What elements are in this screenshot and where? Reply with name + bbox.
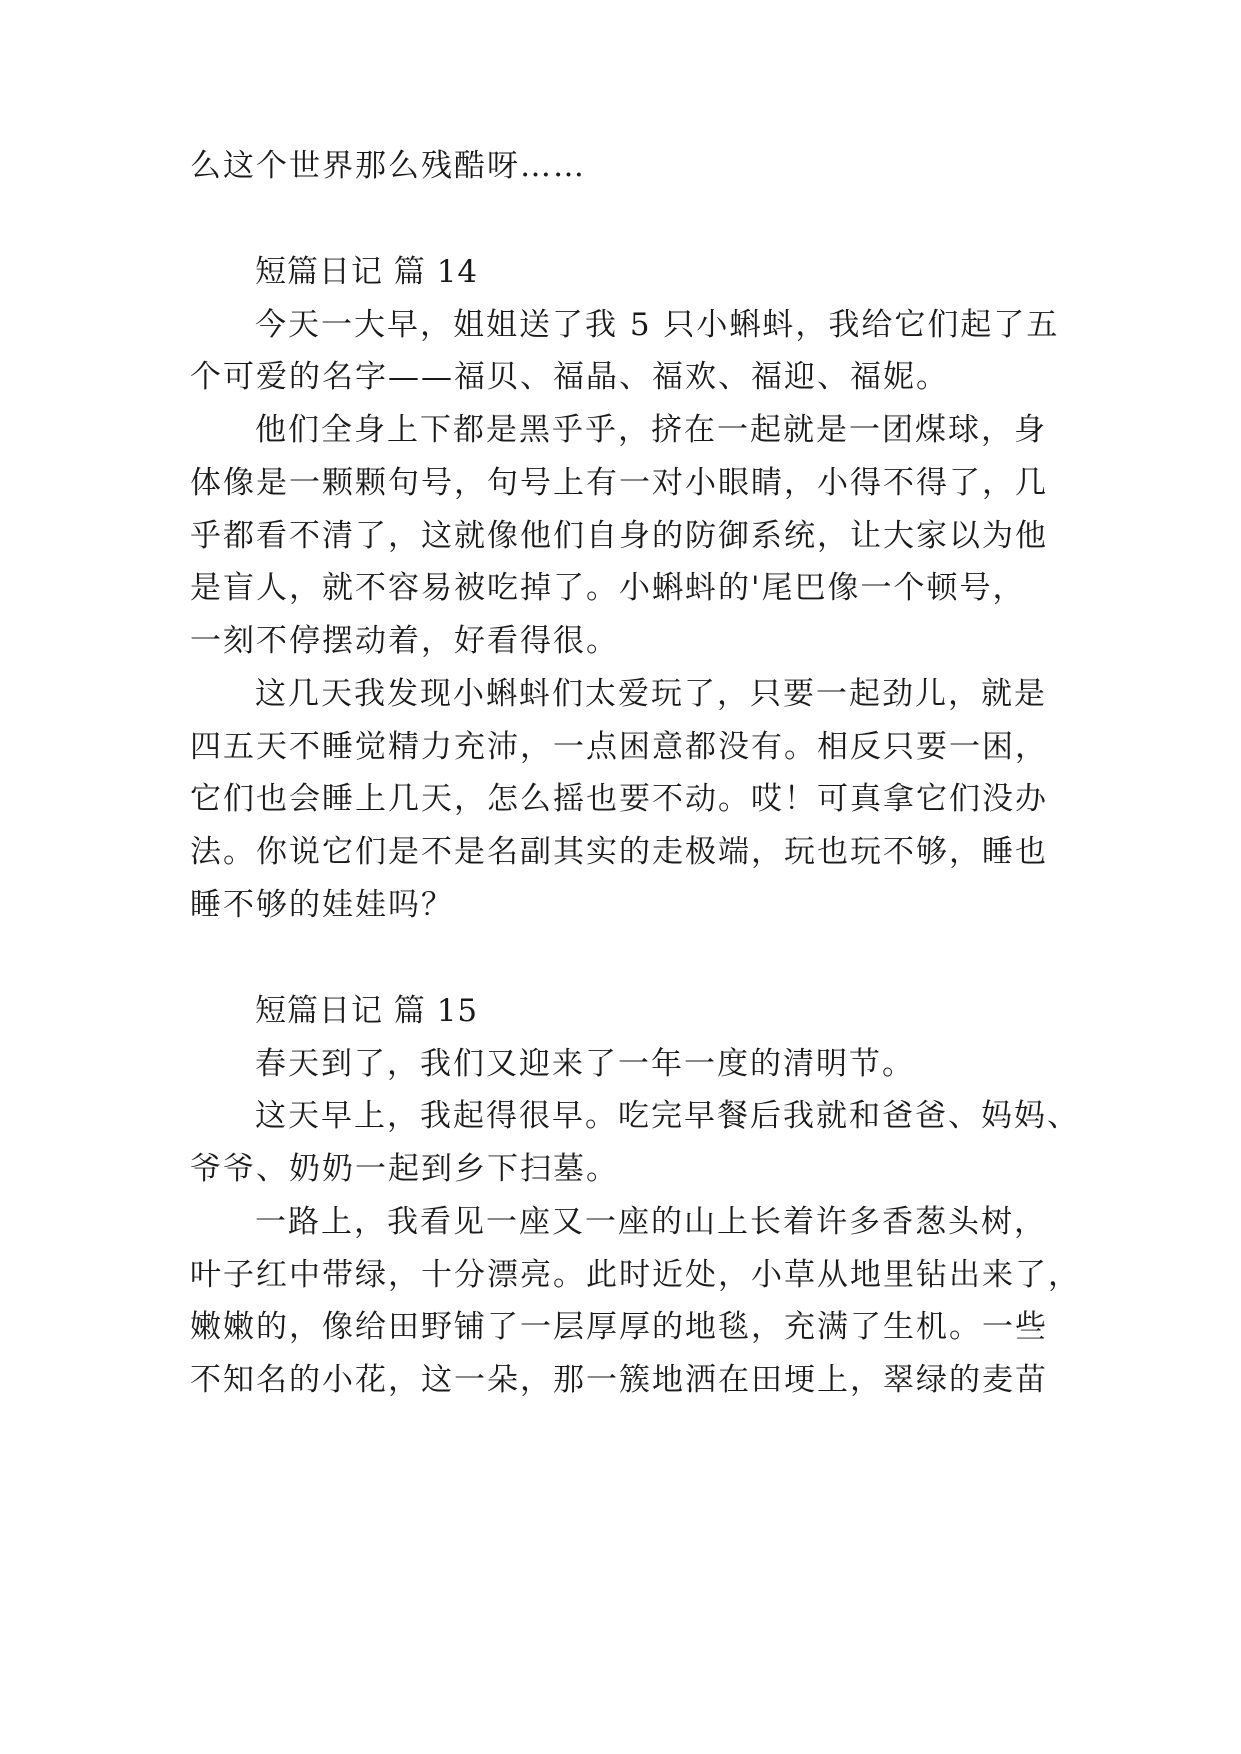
paragraph-line: 法。你说它们是不是名副其实的走极端，玩也玩不够，睡也: [190, 834, 1048, 870]
paragraph-line: 一刻不停摆动着，好看得很。: [190, 623, 619, 659]
paragraph-line: 个可爱的名字——福贝、福晶、福欢、福迎、福妮。: [190, 359, 949, 395]
paragraph-line: 四五天不睡觉精力充沛，一点困意都没有。相反只要一困，: [190, 729, 1048, 765]
paragraph-line: 爷爷、奶奶一起到乡下扫墓。: [190, 1151, 619, 1187]
continuation-text: 么这个世界那么残酷呀……: [190, 148, 586, 184]
paragraph-line: 叶子红中带绿，十分漂亮。此时近处，小草从地里钻出来了，: [190, 1257, 1081, 1293]
paragraph-line: 是盲人，就不容易被吃掉了。小蝌蚪的'尾巴像一个顿号，: [190, 570, 1026, 606]
paragraph-line: 这天早上，我起得很早。吃完早餐后我就和爸爸、妈妈、: [255, 1098, 1080, 1134]
paragraph-line: 这几天我发现小蝌蚪们太爱玩了，只要一起劲儿，就是: [255, 676, 1047, 712]
paragraph-line: 它们也会睡上几天，怎么摇也要不动。哎！可真拿它们没办: [190, 781, 1048, 817]
paragraph-line: 嫩嫩的，像给田野铺了一层厚厚的地毯，充满了生机。一些: [190, 1309, 1048, 1345]
paragraph-line: 体像是一颗颗句号，句号上有一对小眼睛，小得不得了，几: [190, 465, 1048, 501]
paragraph-line: 乎都看不清了，这就像他们自身的防御系统，让大家以为他: [190, 518, 1048, 554]
paragraph-line: 不知名的小花，这一朵，那一簇地洒在田埂上，翠绿的麦苗: [190, 1362, 1048, 1398]
paragraph-line: 春天到了，我们又迎来了一年一度的清明节。: [255, 1046, 915, 1082]
paragraph-line: 他们全身上下都是黑乎乎，挤在一起就是一团煤球，身: [255, 412, 1047, 448]
paragraph-line: 睡不够的娃娃吗？: [190, 887, 454, 923]
paragraph-line: 今天一大早，姐姐送了我 5 只小蝌蚪，我给它们起了五: [255, 307, 1060, 343]
paragraph-line: 一路上，我看见一座又一座的山上长着许多香葱头树，: [255, 1204, 1047, 1240]
section-title: 短篇日记 篇 15: [255, 993, 479, 1029]
section-title: 短篇日记 篇 14: [255, 254, 479, 290]
